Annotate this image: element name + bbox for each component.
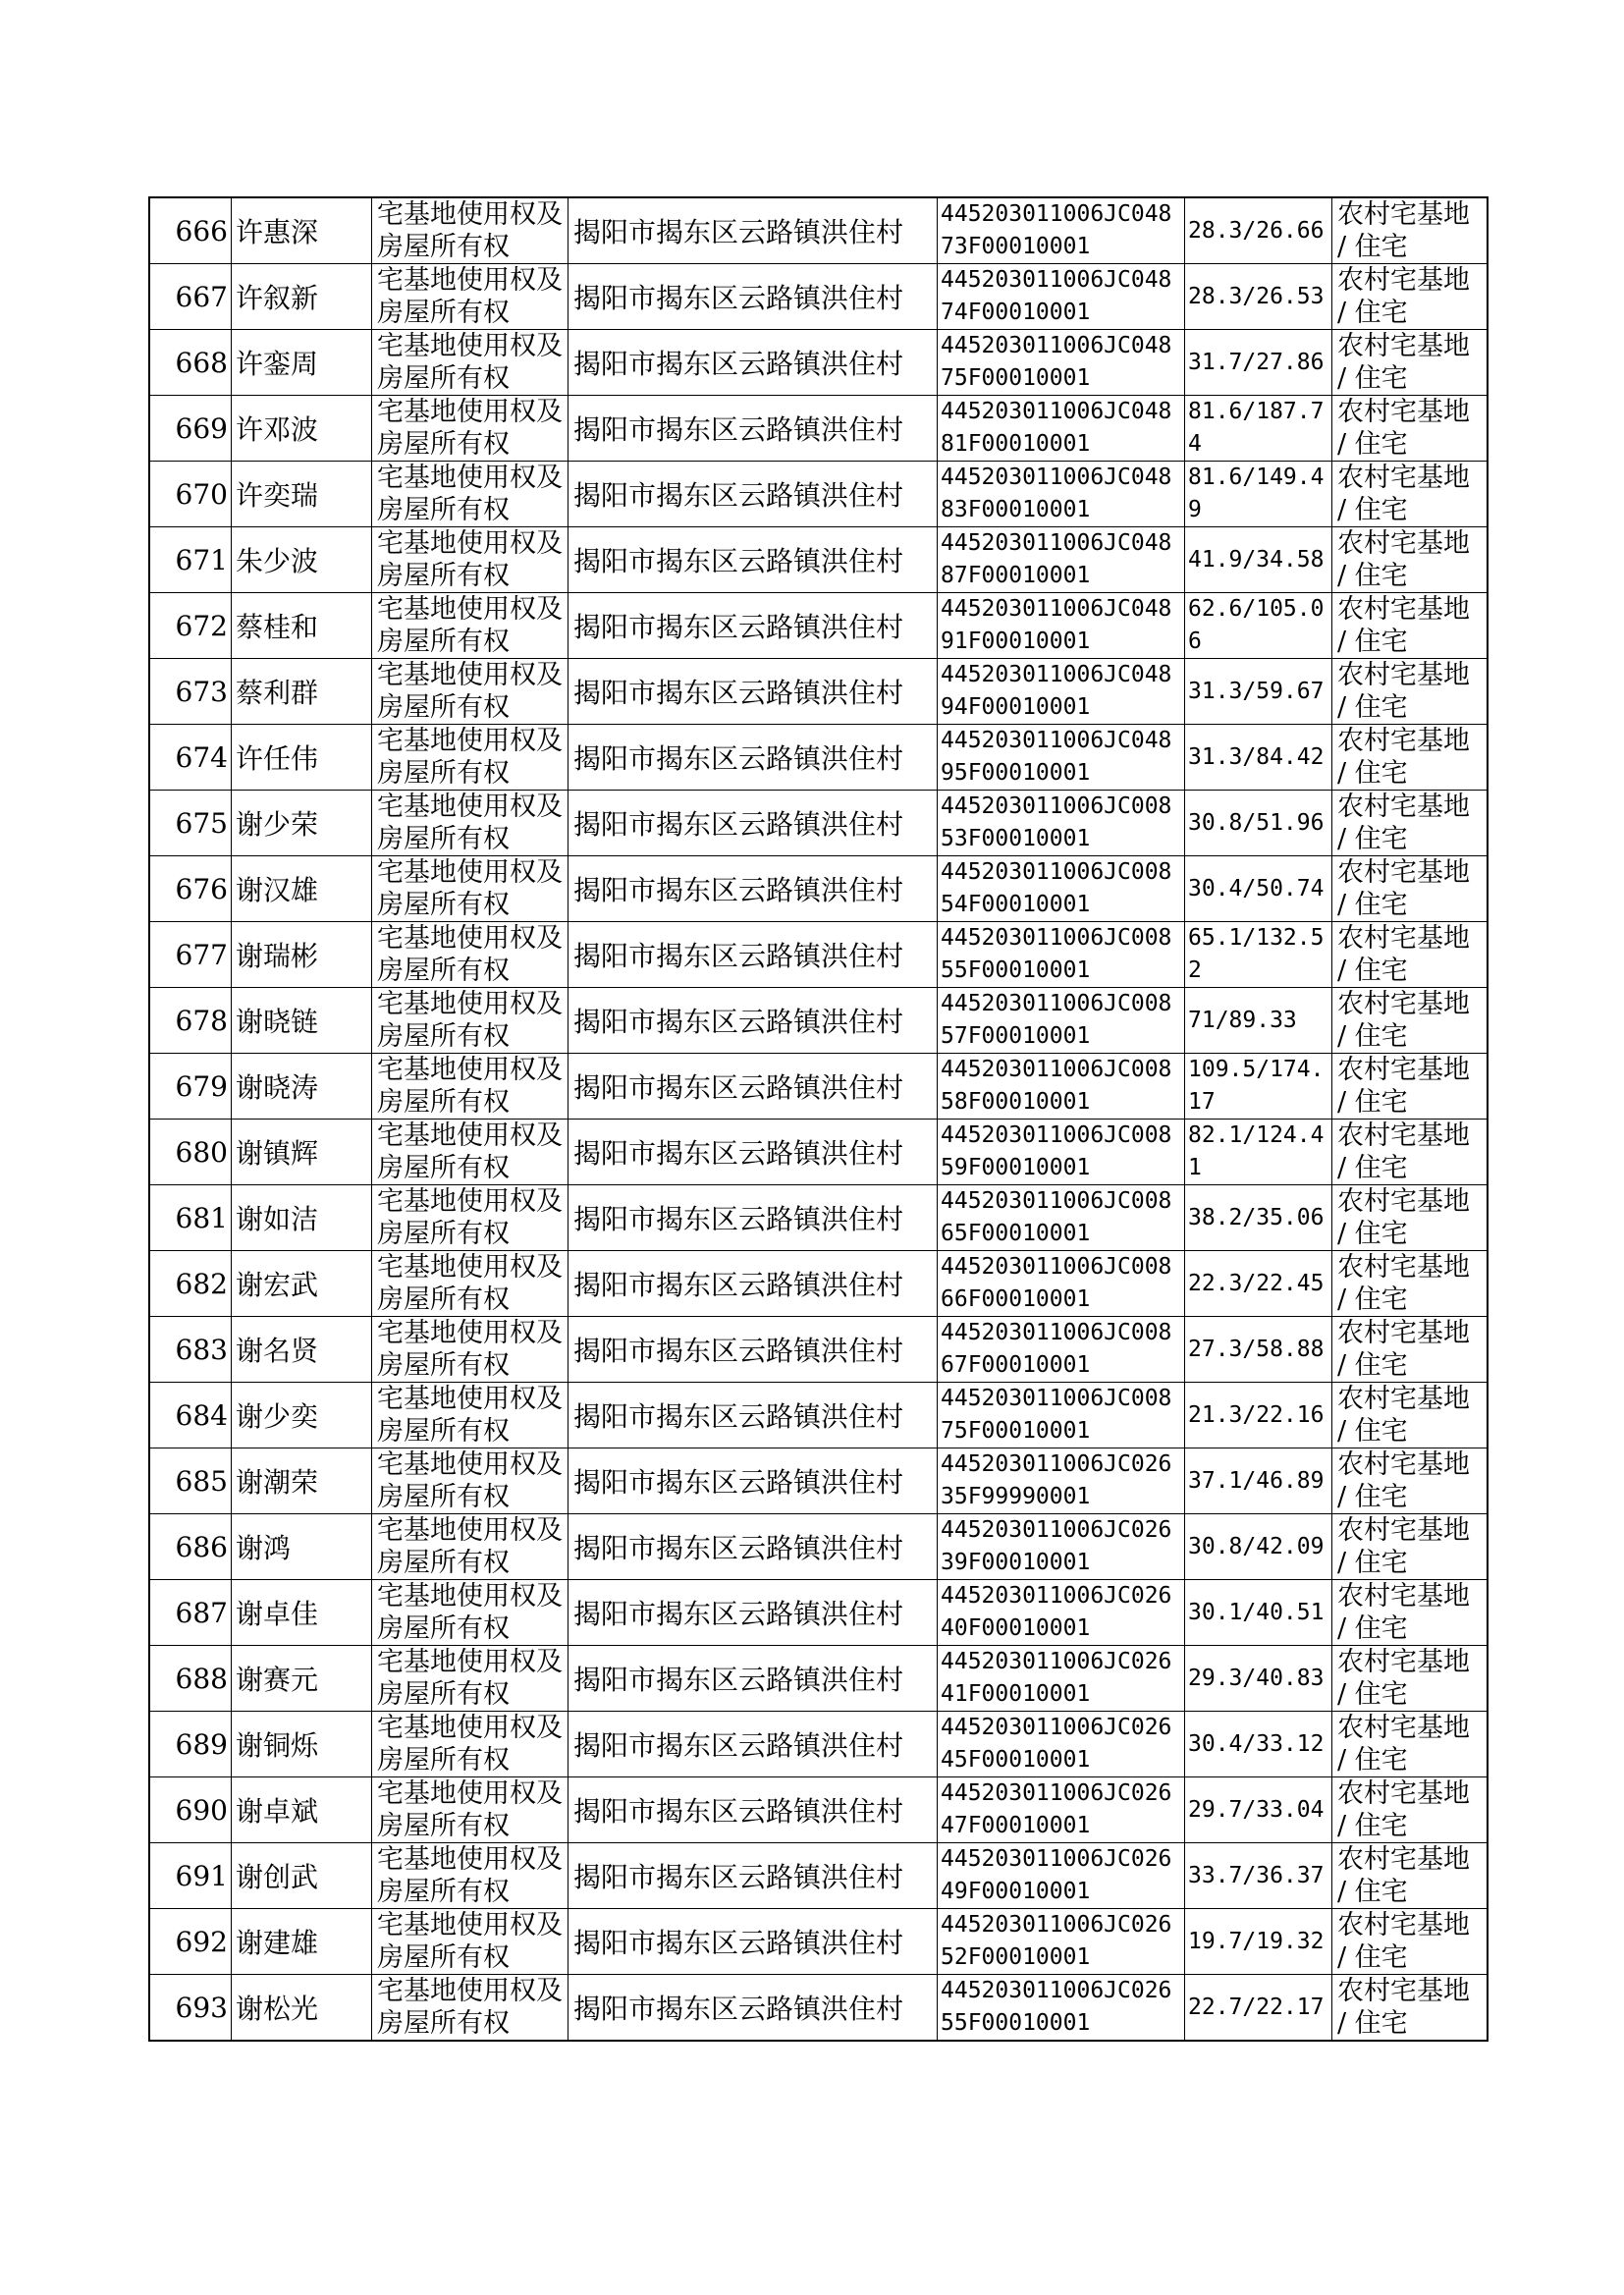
row-number-cell: 686 <box>149 1514 232 1580</box>
area-cell: 29.3/40.83 <box>1185 1646 1332 1712</box>
table-row <box>149 1843 1488 1909</box>
unit-code-cell: 445203011006JC04891F00010001 <box>938 593 1185 659</box>
owner-name-cell: 谢少奕 <box>232 1383 372 1448</box>
owner-name-cell: 蔡利群 <box>232 659 372 725</box>
right-type-cell: 宅基地使用权及房屋所有权 <box>372 1975 568 2042</box>
area-cell: 30.4/50.74 <box>1185 856 1332 922</box>
location-cell: 揭阳市揭东区云路镇洪住村 <box>568 659 938 725</box>
area-cell: 33.7/36.37 <box>1185 1843 1332 1909</box>
unit-code-cell: 445203011006JC04873F00010001 <box>938 197 1185 264</box>
row-number-cell: 687 <box>149 1580 232 1646</box>
usage-cell: 农村宅基地 / 住宅 <box>1332 922 1489 988</box>
table-row <box>149 197 1488 264</box>
usage-cell: 农村宅基地 / 住宅 <box>1332 988 1489 1054</box>
row-number-cell: 674 <box>149 725 232 791</box>
right-type-cell: 宅基地使用权及房屋所有权 <box>372 1777 568 1843</box>
unit-code-cell: 445203011006JC02635F99990001 <box>938 1448 1185 1514</box>
unit-code-cell: 445203011006JC04874F00010001 <box>938 264 1185 330</box>
row-number-cell: 681 <box>149 1185 232 1251</box>
row-number-cell: 670 <box>149 462 232 527</box>
location-cell: 揭阳市揭东区云路镇洪住村 <box>568 396 938 462</box>
right-type-cell: 宅基地使用权及房屋所有权 <box>372 1646 568 1712</box>
row-number-cell: 676 <box>149 856 232 922</box>
right-type-cell: 宅基地使用权及房屋所有权 <box>372 1251 568 1317</box>
usage-cell: 农村宅基地 / 住宅 <box>1332 197 1489 264</box>
right-type-cell: 宅基地使用权及房屋所有权 <box>372 791 568 856</box>
usage-cell: 农村宅基地 / 住宅 <box>1332 264 1489 330</box>
unit-code-cell: 445203011006JC00859F00010001 <box>938 1120 1185 1185</box>
owner-name-cell: 谢创武 <box>232 1843 372 1909</box>
usage-cell: 农村宅基地 / 住宅 <box>1332 1448 1489 1514</box>
owner-name-cell: 许銮周 <box>232 330 372 396</box>
row-number-cell: 675 <box>149 791 232 856</box>
unit-code-cell: 445203011006JC04875F00010001 <box>938 330 1185 396</box>
row-number-cell: 677 <box>149 922 232 988</box>
location-cell: 揭阳市揭东区云路镇洪住村 <box>568 1712 938 1777</box>
unit-code-cell: 445203011006JC02639F00010001 <box>938 1514 1185 1580</box>
usage-cell: 农村宅基地 / 住宅 <box>1332 396 1489 462</box>
location-cell: 揭阳市揭东区云路镇洪住村 <box>568 1975 938 2042</box>
owner-name-cell: 谢潮荣 <box>232 1448 372 1514</box>
row-number-cell: 680 <box>149 1120 232 1185</box>
owner-name-cell: 谢鸿 <box>232 1514 372 1580</box>
right-type-cell: 宅基地使用权及房屋所有权 <box>372 527 568 593</box>
right-type-cell: 宅基地使用权及房屋所有权 <box>372 593 568 659</box>
right-type-cell: 宅基地使用权及房屋所有权 <box>372 988 568 1054</box>
area-cell: 65.1/132.52 <box>1185 922 1332 988</box>
usage-cell: 农村宅基地 / 住宅 <box>1332 725 1489 791</box>
table-row <box>149 1383 1488 1448</box>
table-row <box>149 988 1488 1054</box>
unit-code-cell: 445203011006JC02649F00010001 <box>938 1843 1185 1909</box>
table-body <box>149 197 1488 2041</box>
owner-name-cell: 谢少荣 <box>232 791 372 856</box>
usage-cell: 农村宅基地 / 住宅 <box>1332 1185 1489 1251</box>
usage-cell: 农村宅基地 / 住宅 <box>1332 462 1489 527</box>
area-cell: 28.3/26.53 <box>1185 264 1332 330</box>
owner-name-cell: 谢晓链 <box>232 988 372 1054</box>
table-row <box>149 462 1488 527</box>
right-type-cell: 宅基地使用权及房屋所有权 <box>372 1843 568 1909</box>
right-type-cell: 宅基地使用权及房屋所有权 <box>372 1448 568 1514</box>
location-cell: 揭阳市揭东区云路镇洪住村 <box>568 922 938 988</box>
unit-code-cell: 445203011006JC00867F00010001 <box>938 1317 1185 1383</box>
area-cell: 28.3/26.66 <box>1185 197 1332 264</box>
row-number-cell: 688 <box>149 1646 232 1712</box>
table-row <box>149 1646 1488 1712</box>
owner-name-cell: 许惠深 <box>232 197 372 264</box>
owner-name-cell: 谢名贤 <box>232 1317 372 1383</box>
area-cell: 41.9/34.58 <box>1185 527 1332 593</box>
usage-cell: 农村宅基地 / 住宅 <box>1332 659 1489 725</box>
area-cell: 22.3/22.45 <box>1185 1251 1332 1317</box>
usage-cell: 农村宅基地 / 住宅 <box>1332 1383 1489 1448</box>
table-row <box>149 593 1488 659</box>
row-number-cell: 690 <box>149 1777 232 1843</box>
owner-name-cell: 许叙新 <box>232 264 372 330</box>
row-number-cell: 683 <box>149 1317 232 1383</box>
owner-name-cell: 谢镇辉 <box>232 1120 372 1185</box>
usage-cell: 农村宅基地 / 住宅 <box>1332 1580 1489 1646</box>
unit-code-cell: 445203011006JC02640F00010001 <box>938 1580 1185 1646</box>
usage-cell: 农村宅基地 / 住宅 <box>1332 527 1489 593</box>
area-cell: 81.6/149.49 <box>1185 462 1332 527</box>
right-type-cell: 宅基地使用权及房屋所有权 <box>372 1317 568 1383</box>
unit-code-cell: 445203011006JC04895F00010001 <box>938 725 1185 791</box>
location-cell: 揭阳市揭东区云路镇洪住村 <box>568 1646 938 1712</box>
table-row <box>149 659 1488 725</box>
owner-name-cell: 谢汉雄 <box>232 856 372 922</box>
owner-name-cell: 许任伟 <box>232 725 372 791</box>
table-row <box>149 922 1488 988</box>
owner-name-cell: 谢瑞彬 <box>232 922 372 988</box>
usage-cell: 农村宅基地 / 住宅 <box>1332 1054 1489 1120</box>
location-cell: 揭阳市揭东区云路镇洪住村 <box>568 1251 938 1317</box>
owner-name-cell: 谢如洁 <box>232 1185 372 1251</box>
row-number-cell: 672 <box>149 593 232 659</box>
unit-code-cell: 445203011006JC00857F00010001 <box>938 988 1185 1054</box>
area-cell: 62.6/105.06 <box>1185 593 1332 659</box>
unit-code-cell: 445203011006JC00858F00010001 <box>938 1054 1185 1120</box>
registry-table <box>148 196 1489 2042</box>
right-type-cell: 宅基地使用权及房屋所有权 <box>372 1580 568 1646</box>
right-type-cell: 宅基地使用权及房屋所有权 <box>372 396 568 462</box>
unit-code-cell: 445203011006JC02647F00010001 <box>938 1777 1185 1843</box>
usage-cell: 农村宅基地 / 住宅 <box>1332 1251 1489 1317</box>
right-type-cell: 宅基地使用权及房屋所有权 <box>372 1185 568 1251</box>
row-number-cell: 678 <box>149 988 232 1054</box>
usage-cell: 农村宅基地 / 住宅 <box>1332 791 1489 856</box>
location-cell: 揭阳市揭东区云路镇洪住村 <box>568 988 938 1054</box>
area-cell: 31.3/59.67 <box>1185 659 1332 725</box>
row-number-cell: 673 <box>149 659 232 725</box>
location-cell: 揭阳市揭东区云路镇洪住村 <box>568 791 938 856</box>
usage-cell: 农村宅基地 / 住宅 <box>1332 1975 1489 2042</box>
area-cell: 29.7/33.04 <box>1185 1777 1332 1843</box>
unit-code-cell: 445203011006JC02641F00010001 <box>938 1646 1185 1712</box>
area-cell: 31.3/84.42 <box>1185 725 1332 791</box>
table-row <box>149 856 1488 922</box>
area-cell: 30.1/40.51 <box>1185 1580 1332 1646</box>
usage-cell: 农村宅基地 / 住宅 <box>1332 1317 1489 1383</box>
owner-name-cell: 许奕瑞 <box>232 462 372 527</box>
row-number-cell: 685 <box>149 1448 232 1514</box>
unit-code-cell: 445203011006JC02655F00010001 <box>938 1975 1185 2042</box>
table-row <box>149 264 1488 330</box>
table-row <box>149 1580 1488 1646</box>
area-cell: 19.7/19.32 <box>1185 1909 1332 1975</box>
unit-code-cell: 445203011006JC02645F00010001 <box>938 1712 1185 1777</box>
table-row <box>149 1120 1488 1185</box>
location-cell: 揭阳市揭东区云路镇洪住村 <box>568 1054 938 1120</box>
right-type-cell: 宅基地使用权及房屋所有权 <box>372 922 568 988</box>
unit-code-cell: 445203011006JC04894F00010001 <box>938 659 1185 725</box>
table-row <box>149 1317 1488 1383</box>
location-cell: 揭阳市揭东区云路镇洪住村 <box>568 264 938 330</box>
location-cell: 揭阳市揭东区云路镇洪住村 <box>568 1777 938 1843</box>
right-type-cell: 宅基地使用权及房屋所有权 <box>372 1120 568 1185</box>
location-cell: 揭阳市揭东区云路镇洪住村 <box>568 1448 938 1514</box>
owner-name-cell: 谢建雄 <box>232 1909 372 1975</box>
row-number-cell: 691 <box>149 1843 232 1909</box>
area-cell: 21.3/22.16 <box>1185 1383 1332 1448</box>
right-type-cell: 宅基地使用权及房屋所有权 <box>372 197 568 264</box>
area-cell: 81.6/187.74 <box>1185 396 1332 462</box>
owner-name-cell: 谢晓涛 <box>232 1054 372 1120</box>
area-cell: 31.7/27.86 <box>1185 330 1332 396</box>
table-row <box>149 1448 1488 1514</box>
owner-name-cell: 谢赛元 <box>232 1646 372 1712</box>
row-number-cell: 679 <box>149 1054 232 1120</box>
unit-code-cell: 445203011006JC00855F00010001 <box>938 922 1185 988</box>
unit-code-cell: 445203011006JC00866F00010001 <box>938 1251 1185 1317</box>
usage-cell: 农村宅基地 / 住宅 <box>1332 1909 1489 1975</box>
area-cell: 82.1/124.41 <box>1185 1120 1332 1185</box>
right-type-cell: 宅基地使用权及房屋所有权 <box>372 462 568 527</box>
usage-cell: 农村宅基地 / 住宅 <box>1332 1646 1489 1712</box>
usage-cell: 农村宅基地 / 住宅 <box>1332 593 1489 659</box>
owner-name-cell: 谢铜烁 <box>232 1712 372 1777</box>
table-row <box>149 1712 1488 1777</box>
usage-cell: 农村宅基地 / 住宅 <box>1332 330 1489 396</box>
unit-code-cell: 445203011006JC00854F00010001 <box>938 856 1185 922</box>
right-type-cell: 宅基地使用权及房屋所有权 <box>372 659 568 725</box>
location-cell: 揭阳市揭东区云路镇洪住村 <box>568 1120 938 1185</box>
table-row <box>149 1514 1488 1580</box>
table-row <box>149 791 1488 856</box>
table-row <box>149 725 1488 791</box>
owner-name-cell: 谢宏武 <box>232 1251 372 1317</box>
area-cell: 30.4/33.12 <box>1185 1712 1332 1777</box>
row-number-cell: 668 <box>149 330 232 396</box>
area-cell: 30.8/42.09 <box>1185 1514 1332 1580</box>
right-type-cell: 宅基地使用权及房屋所有权 <box>372 1909 568 1975</box>
location-cell: 揭阳市揭东区云路镇洪住村 <box>568 1580 938 1646</box>
table-row <box>149 1975 1488 2042</box>
usage-cell: 农村宅基地 / 住宅 <box>1332 1120 1489 1185</box>
owner-name-cell: 许邓波 <box>232 396 372 462</box>
unit-code-cell: 445203011006JC00875F00010001 <box>938 1383 1185 1448</box>
table-row <box>149 1777 1488 1843</box>
area-cell: 30.8/51.96 <box>1185 791 1332 856</box>
location-cell: 揭阳市揭东区云路镇洪住村 <box>568 197 938 264</box>
row-number-cell: 667 <box>149 264 232 330</box>
table-row <box>149 1054 1488 1120</box>
unit-code-cell: 445203011006JC00865F00010001 <box>938 1185 1185 1251</box>
owner-name-cell: 谢松光 <box>232 1975 372 2042</box>
area-cell: 38.2/35.06 <box>1185 1185 1332 1251</box>
right-type-cell: 宅基地使用权及房屋所有权 <box>372 1383 568 1448</box>
row-number-cell: 689 <box>149 1712 232 1777</box>
location-cell: 揭阳市揭东区云路镇洪住村 <box>568 1185 938 1251</box>
usage-cell: 农村宅基地 / 住宅 <box>1332 856 1489 922</box>
right-type-cell: 宅基地使用权及房屋所有权 <box>372 1514 568 1580</box>
usage-cell: 农村宅基地 / 住宅 <box>1332 1514 1489 1580</box>
location-cell: 揭阳市揭东区云路镇洪住村 <box>568 1317 938 1383</box>
owner-name-cell: 谢卓佳 <box>232 1580 372 1646</box>
table-row <box>149 1909 1488 1975</box>
location-cell: 揭阳市揭东区云路镇洪住村 <box>568 1843 938 1909</box>
location-cell: 揭阳市揭东区云路镇洪住村 <box>568 1514 938 1580</box>
right-type-cell: 宅基地使用权及房屋所有权 <box>372 264 568 330</box>
owner-name-cell: 朱少波 <box>232 527 372 593</box>
location-cell: 揭阳市揭东区云路镇洪住村 <box>568 462 938 527</box>
table-row <box>149 1185 1488 1251</box>
unit-code-cell: 445203011006JC04883F00010001 <box>938 462 1185 527</box>
location-cell: 揭阳市揭东区云路镇洪住村 <box>568 856 938 922</box>
row-number-cell: 693 <box>149 1975 232 2042</box>
area-cell: 71/89.33 <box>1185 988 1332 1054</box>
location-cell: 揭阳市揭东区云路镇洪住村 <box>568 593 938 659</box>
row-number-cell: 684 <box>149 1383 232 1448</box>
unit-code-cell: 445203011006JC02652F00010001 <box>938 1909 1185 1975</box>
owner-name-cell: 谢卓斌 <box>232 1777 372 1843</box>
location-cell: 揭阳市揭东区云路镇洪住村 <box>568 330 938 396</box>
unit-code-cell: 445203011006JC04881F00010001 <box>938 396 1185 462</box>
table-row <box>149 527 1488 593</box>
row-number-cell: 671 <box>149 527 232 593</box>
area-cell: 37.1/46.89 <box>1185 1448 1332 1514</box>
area-cell: 22.7/22.17 <box>1185 1975 1332 2042</box>
right-type-cell: 宅基地使用权及房屋所有权 <box>372 330 568 396</box>
table-row <box>149 1251 1488 1317</box>
right-type-cell: 宅基地使用权及房屋所有权 <box>372 856 568 922</box>
right-type-cell: 宅基地使用权及房屋所有权 <box>372 1054 568 1120</box>
row-number-cell: 666 <box>149 197 232 264</box>
area-cell: 109.5/174.17 <box>1185 1054 1332 1120</box>
right-type-cell: 宅基地使用权及房屋所有权 <box>372 1712 568 1777</box>
area-cell: 27.3/58.88 <box>1185 1317 1332 1383</box>
row-number-cell: 682 <box>149 1251 232 1317</box>
row-number-cell: 692 <box>149 1909 232 1975</box>
right-type-cell: 宅基地使用权及房屋所有权 <box>372 725 568 791</box>
unit-code-cell: 445203011006JC04887F00010001 <box>938 527 1185 593</box>
location-cell: 揭阳市揭东区云路镇洪住村 <box>568 725 938 791</box>
table-row <box>149 330 1488 396</box>
location-cell: 揭阳市揭东区云路镇洪住村 <box>568 527 938 593</box>
unit-code-cell: 445203011006JC00853F00010001 <box>938 791 1185 856</box>
table-row <box>149 396 1488 462</box>
usage-cell: 农村宅基地 / 住宅 <box>1332 1777 1489 1843</box>
usage-cell: 农村宅基地 / 住宅 <box>1332 1843 1489 1909</box>
location-cell: 揭阳市揭东区云路镇洪住村 <box>568 1909 938 1975</box>
location-cell: 揭阳市揭东区云路镇洪住村 <box>568 1383 938 1448</box>
row-number-cell: 669 <box>149 396 232 462</box>
usage-cell: 农村宅基地 / 住宅 <box>1332 1712 1489 1777</box>
owner-name-cell: 蔡桂和 <box>232 593 372 659</box>
